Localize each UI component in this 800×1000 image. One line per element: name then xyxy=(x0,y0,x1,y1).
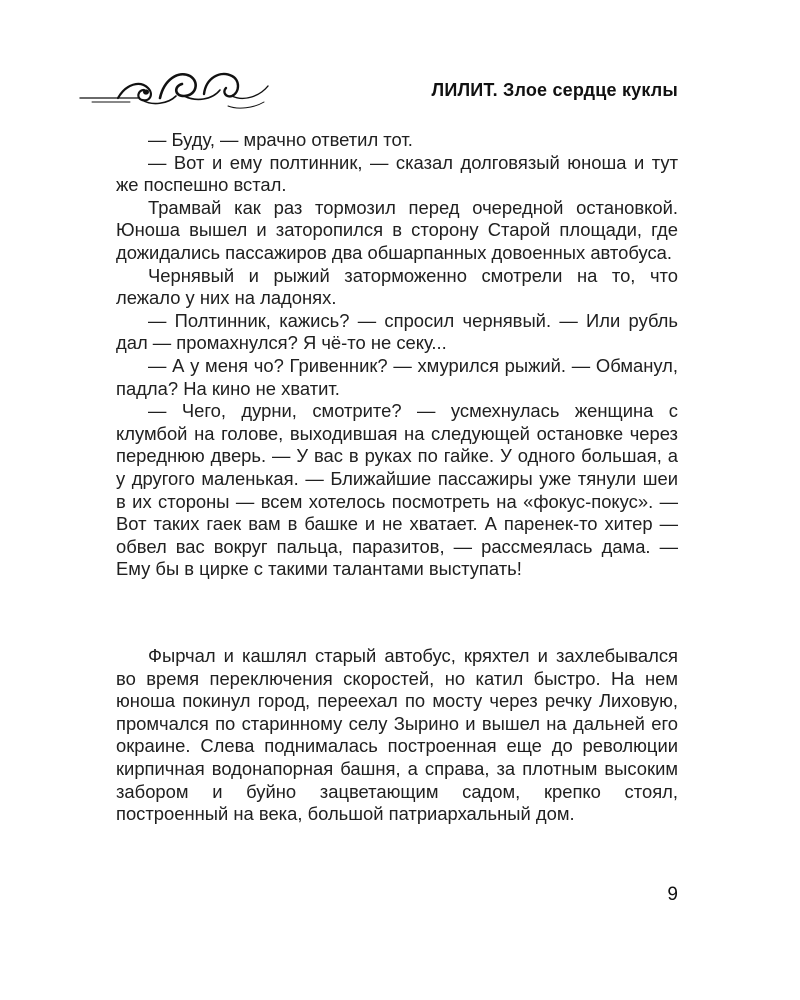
paragraph: Трамвай как раз тормозил перед очередной остановкой. Юноша вышел и заторопился в сторону Старой площади, где дожидались пассажиров два обшарпанных довоенных автобуса. xyxy=(116,196,678,263)
paragraph: — Вот и ему полтинник, — сказал долговязый юноша и тут же поспешно встал. xyxy=(116,151,678,196)
paragraph: — А у меня чо? Гривенник? — хмурился рыжий. — Обманул, падла? На кино не хватит. xyxy=(116,354,678,399)
paragraph: — Буду, — мрачно ответил тот. xyxy=(148,129,413,150)
main-text-section-2 xyxy=(116,645,678,826)
paragraph: Фырчал и кашлял старый автобус, кряхтел и захлебывался во время переключения скоростей, но катил быстро. На нем юноша покинул город, переехал по мосту через речку Лиховую, промчался по старинному селу Зырино и вышел на дальней его окраине. Слева поднималась построенная еще до революции кирпичная водонапорная башня, а справа, за плотным высоким забором и буйно зацветающим садом, крепко стоял, построенный на века, большой патриархальный дом. xyxy=(116,645,678,825)
paragraph: — Полтинник, кажись? — спросил чернявый. — Или рубль дал — промахнулся? Я чё-то не секу... xyxy=(116,309,678,354)
running-title: ЛИЛИТ. Злое сердце куклы xyxy=(431,80,678,100)
paragraph: Чернявый и рыжий заторможенно смотрели на то, что лежало у них на ладонях. xyxy=(116,264,678,309)
paragraph: — Чего, дурни, смотрите? — усмехнулась женщина с клумбой на голове, выходившая на следующей остановке через переднюю дверь. — У вас в руках по гайке. У одного большая, а у другого маленькая. — Ближайшие пассажиры уже тянули шеи в их стороны — всем хотелось посмотреть на «фокус-покус». — Вот таких гаек вам в башке и не хватает. А паренек-то хитер — обвел вас вокруг пальца, паразитов, — рассмеялась дама. — Ему бы в цирке с такими талантами выступать! xyxy=(116,400,678,580)
main-text-section-1 xyxy=(116,129,678,581)
page-number: 9 xyxy=(667,884,678,905)
decorative-flourish-icon xyxy=(78,62,278,114)
